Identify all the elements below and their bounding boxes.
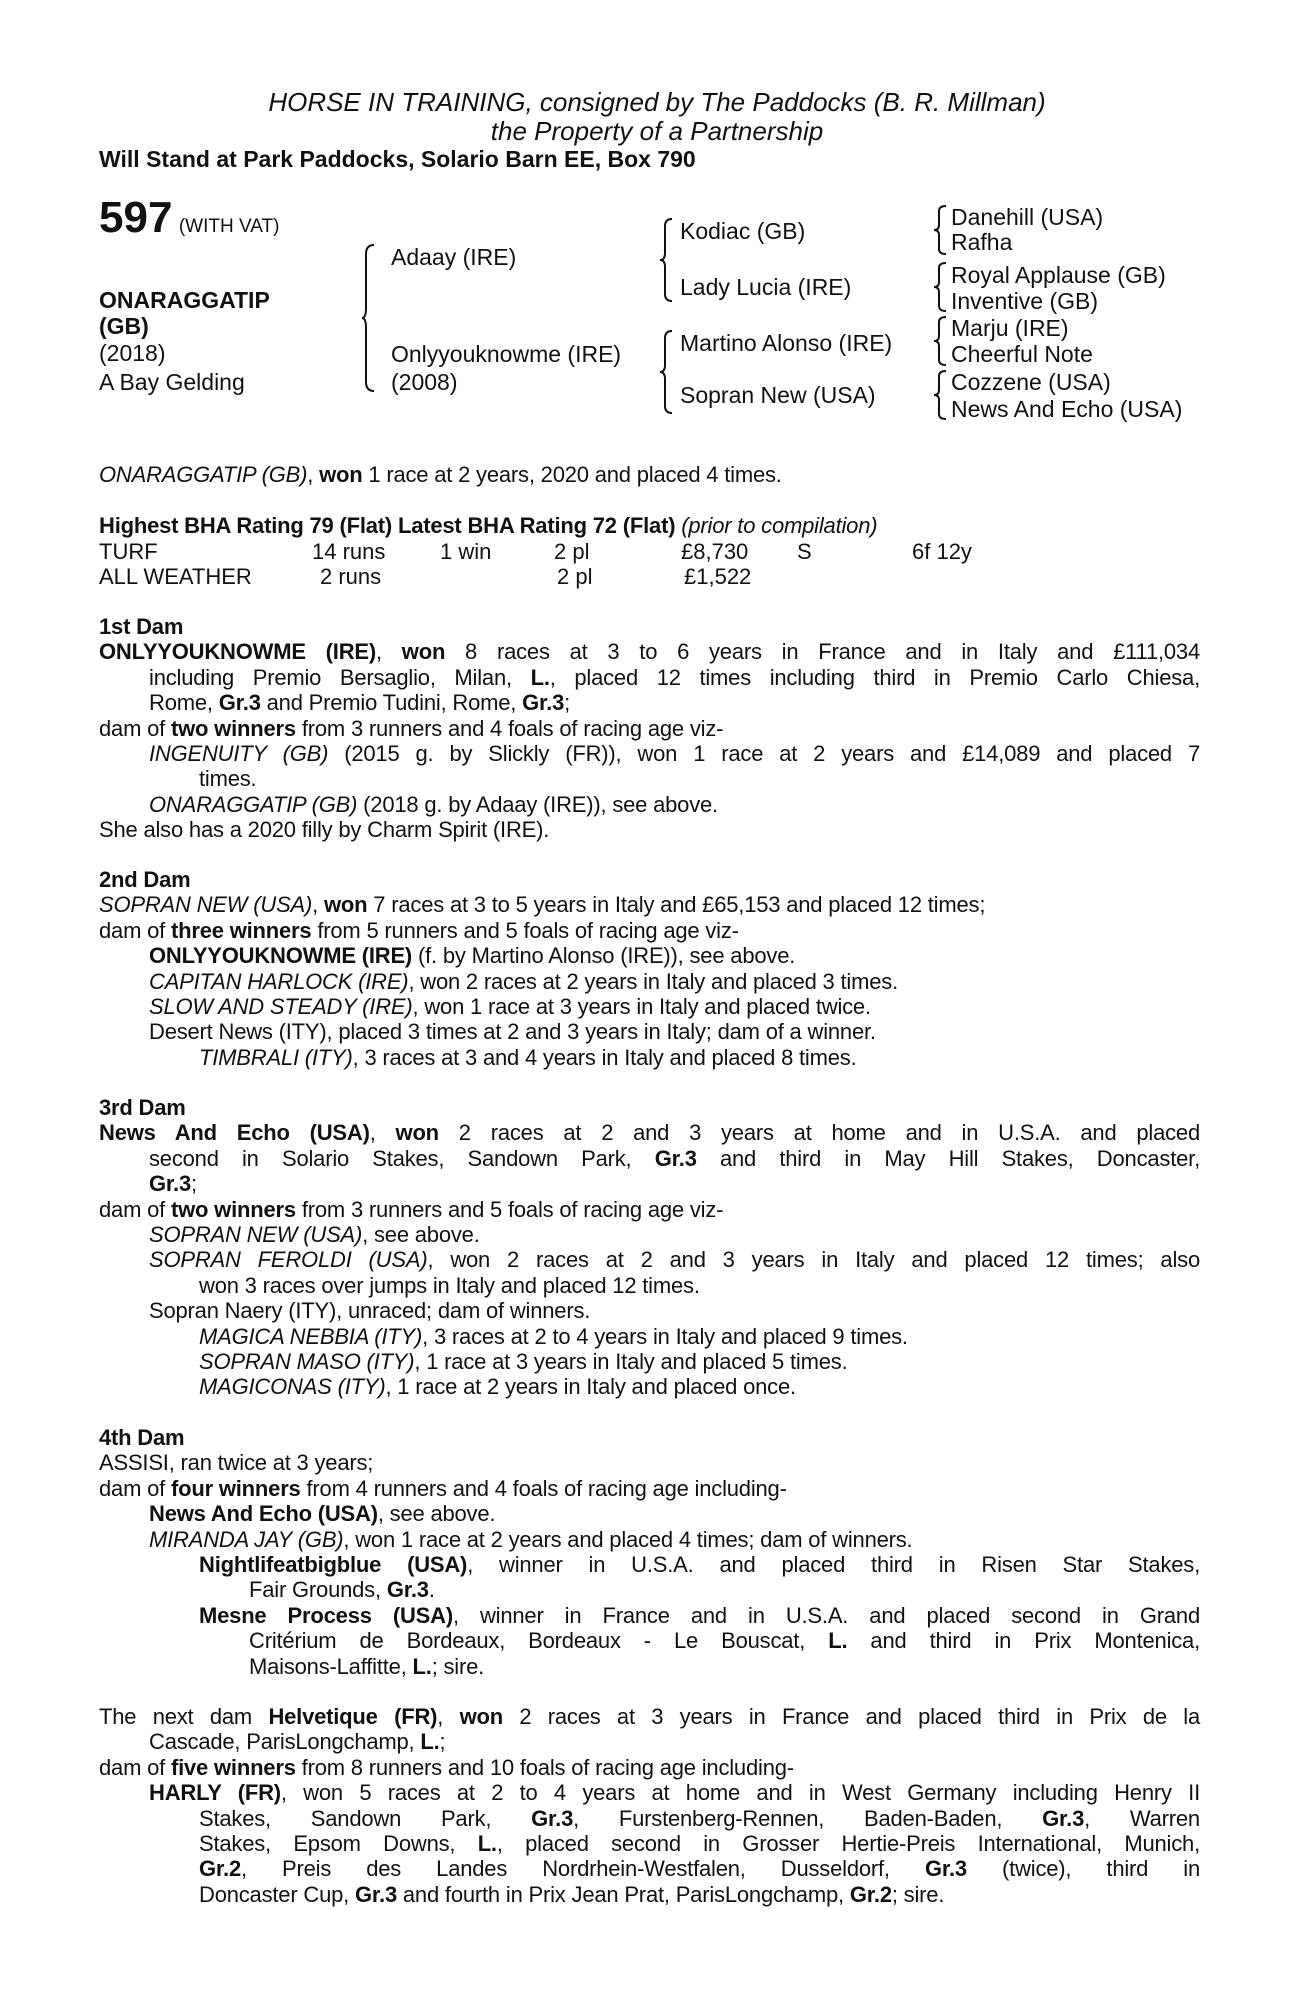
italic-text: (prior to compilation) (681, 513, 878, 538)
text-line (99, 1019, 1200, 1044)
horse-description: A Bay Gelding (99, 369, 245, 395)
pedigree-brace (934, 370, 948, 420)
bold-text: three winners (170, 917, 312, 943)
text-run: , (312, 892, 324, 918)
bold-text: Mesne Process (USA) (199, 1602, 453, 1628)
bold-text: News And Echo (USA) (99, 1120, 370, 1146)
italic-text: TIMBRALI (ITY) (199, 1044, 353, 1070)
text-run: ; (564, 690, 571, 716)
bha-rating (99, 513, 1200, 538)
bold-text: HARLY (FR) (149, 1780, 281, 1806)
italic-text: MAGICONAS (ITY) (199, 1374, 386, 1400)
text-run: , 1 race at 3 years in Italy and placed 5 times. (414, 1348, 848, 1374)
bold-text: Nightlifeatbigblue (USA) (199, 1551, 468, 1577)
italic-text: ONARAGGATIP (GB) (99, 462, 308, 487)
text-run: , (376, 639, 402, 665)
italic-text: SOPRAN FEROLDI (USA) (149, 1247, 428, 1273)
text-line (99, 1450, 1200, 1475)
text-run: , winner in France and in U.S.A. and placed second in Grand (452, 1602, 1200, 1628)
text-run: Desert News (ITY), placed 3 times at 2 and 3 years in Italy; dam of a winner. (149, 1019, 876, 1045)
text-run: Stakes, Epsom Downs, (199, 1830, 478, 1856)
text-run: Stakes, Sandown Park, (199, 1805, 532, 1831)
text-line (99, 792, 1200, 817)
text-line (99, 1045, 1200, 1070)
text-run: from 8 runners and 10 foals of racing age including- (295, 1754, 794, 1780)
text-line (99, 690, 1200, 715)
section-heading: 2nd Dam (99, 867, 191, 892)
text-run: , won 1 race at 2 years and placed 4 times; dam of winners. (343, 1526, 913, 1552)
bold-text: Helvetique (FR) (268, 1704, 438, 1729)
text-run: . (428, 1577, 435, 1603)
text-run: (2015 g. by Slickly (FR)), won 1 race at 2 years and £14,089 and placed 7 (328, 740, 1201, 766)
bold-text: won (395, 1120, 439, 1146)
text-run: , won 1 race at 3 years in Italy and placed twice. (412, 993, 871, 1019)
bold-text: won (323, 892, 368, 918)
text-run: and third in May Hill Stakes, Doncaster, (696, 1145, 1200, 1171)
bold-text: two winners (170, 715, 296, 741)
bold-text: won (319, 462, 363, 487)
text-run: dam of (99, 1196, 171, 1222)
pedigree-brace (934, 262, 948, 312)
text-line (99, 1146, 1200, 1171)
great-grandparent: Danehill (USA) (951, 204, 1104, 230)
text-run: , (307, 462, 320, 487)
text-run: , won 5 races at 2 to 4 years at home and in West Germany including Henry II (280, 1780, 1200, 1806)
bold-text: L. (477, 1830, 497, 1856)
vat-note: (WITH VAT) (178, 216, 280, 237)
text-run: times. (199, 766, 257, 792)
text-run: (f. by Martino Alonso (IRE)), see above. (412, 943, 796, 969)
text-line (99, 1222, 1200, 1247)
text-line (99, 892, 1200, 917)
text-line (99, 1298, 1200, 1323)
bold-text: five winners (170, 1754, 296, 1780)
bold-text: L. (828, 1628, 848, 1654)
text-run: Doncaster Cup, (199, 1881, 355, 1907)
text-line (99, 1247, 1200, 1272)
text-run: ; sire. (431, 1653, 485, 1679)
great-grandparent: Inventive (GB) (951, 288, 1098, 314)
horse-country: (GB) (99, 313, 149, 339)
text-run: 2 races at 2 and 3 years at home and in U.S.A. and placed (438, 1120, 1201, 1146)
text-run: , see above. (362, 1221, 480, 1247)
text-line (99, 639, 1200, 664)
text-line (99, 1654, 1200, 1679)
section-heading: 1st Dam (99, 614, 184, 639)
text-line (99, 1374, 1200, 1399)
bold-text: L. (420, 1729, 440, 1755)
text-run: , winner in U.S.A. and placed third in Risen Star Stakes, (467, 1551, 1200, 1577)
bold-text: Gr.2 (849, 1881, 892, 1907)
text-run: Rome, (149, 690, 219, 716)
cell-surface: ALL WEATHER (99, 564, 252, 590)
next-dam-section (99, 1704, 1200, 1907)
dam: Onlyyouknowme (IRE) (391, 341, 622, 367)
text-run: , 1 race at 2 years in Italy and placed once. (385, 1374, 796, 1400)
cell-going: S (797, 539, 812, 564)
text-line (99, 969, 1200, 994)
text-line (99, 1476, 1200, 1501)
text-run: (twice), third in (966, 1856, 1201, 1882)
text-run: 8 races at 3 to 6 years in France and in Italy and £111,034 (445, 639, 1201, 665)
first-dam-section (99, 614, 1200, 843)
text-line (99, 741, 1200, 766)
text-line (99, 1197, 1200, 1222)
bold-text: won (459, 1704, 503, 1729)
text-run: (2018 g. by Adaay (IRE)), see above. (357, 791, 718, 817)
text-run: dam of (99, 1754, 171, 1780)
bold-text: ONLYYOUKNOWME (IRE) (99, 639, 377, 665)
stabling-location: Will Stand at Park Paddocks, Solario Barn EE, Box 790 (99, 146, 696, 172)
text-line (99, 1273, 1200, 1298)
cell-placed: 2 pl (554, 539, 590, 564)
third-dam-section (99, 1095, 1200, 1400)
text-run: 2 races at 3 years in France and placed third in Prix de la (502, 1704, 1201, 1729)
great-grandparent: Marju (IRE) (951, 315, 1069, 341)
cell-distance: 6f 12y (912, 539, 972, 564)
foaling-year: (2018) (99, 340, 166, 366)
text-run: Sopran Naery (ITY), unraced; dam of winners. (149, 1298, 591, 1324)
bold-text: Gr.3 (354, 1881, 397, 1907)
text-line (99, 1552, 1200, 1577)
cell-surface: TURF (99, 539, 158, 564)
text-line (99, 1628, 1200, 1653)
text-run: Cascade, ParisLongchamp, (149, 1729, 421, 1755)
bold-text: four winners (170, 1475, 301, 1501)
sire: Adaay (IRE) (391, 244, 517, 270)
text-run: , won 2 races at 2 and 3 years in Italy and placed 12 times; also (427, 1247, 1200, 1273)
bold-text: Highest BHA Rating 79 (Flat) Latest BHA Rating 72 (Flat) (99, 513, 676, 538)
text-run: , (369, 1120, 396, 1146)
text-run: won 3 races over jumps in Italy and placed 12 times. (199, 1272, 700, 1298)
text-run: dam of (99, 1475, 171, 1501)
text-run: She also has a 2020 filly by Charm Spirit (IRE). (99, 817, 550, 843)
text-line (99, 817, 1200, 842)
text-line (99, 994, 1200, 1019)
second-dam-section (99, 867, 1200, 1070)
catalogue-title: HORSE IN TRAINING, consigned by The Paddocks (B. R. Millman) (268, 87, 1046, 117)
lot-number-line (99, 193, 280, 242)
catalogue-subtitle: the Property of a Partnership (490, 116, 824, 146)
dam-year: (2008) (391, 369, 458, 395)
fourth-dam-section (99, 1425, 1200, 1679)
text-line (99, 1577, 1200, 1602)
text-run: , placed 12 times including third in Premio Carlo Chiesa, (549, 664, 1200, 690)
sire-sire: Kodiac (GB) (680, 218, 806, 244)
text-run: dam of (99, 917, 171, 943)
bold-text: L. (530, 664, 550, 690)
italic-text: CAPITAN HARLOCK (IRE) (149, 968, 409, 994)
cell-runs: 14 runs (312, 539, 386, 564)
sire-dam: Lady Lucia (IRE) (680, 274, 852, 300)
text-line (99, 1882, 1200, 1907)
bold-text: News And Echo (USA) (149, 1501, 378, 1527)
text-run: 7 races at 3 to 5 years in Italy and £65,153 and placed 12 times; (367, 892, 986, 918)
text-run: ; sire. (891, 1881, 945, 1907)
text-run: from 4 runners and 4 foals of racing age including- (300, 1475, 787, 1501)
dam-dam: Sopran New (USA) (680, 382, 876, 408)
text-run: , see above. (377, 1501, 496, 1527)
race-summary (99, 462, 1200, 487)
pedigree-brace (934, 205, 948, 255)
pedigree-brace (660, 330, 674, 414)
bold-text: Gr.3 (522, 690, 565, 716)
section-heading: 4th Dam (99, 1425, 185, 1450)
great-grandparent: Cozzene (USA) (951, 369, 1111, 395)
italic-text: ONARAGGATIP (GB) (149, 791, 358, 817)
section-heading: 3rd Dam (99, 1095, 186, 1120)
bold-text: L. (412, 1653, 432, 1679)
dam-sire: Martino Alonso (IRE) (680, 330, 893, 356)
text-run: , Furstenberg-Rennen, Baden-Baden, (573, 1805, 1043, 1831)
text-line (99, 1831, 1200, 1856)
horse-name: ONARAGGATIP (99, 287, 270, 313)
bold-text: Gr.3 (924, 1856, 967, 1882)
cell-prize: £1,522 (684, 564, 752, 590)
great-grandparent: Cheerful Note (951, 341, 1093, 367)
text-run: ASSISI, ran twice at 3 years; (99, 1450, 374, 1476)
text-line (99, 943, 1200, 968)
text-line (99, 1171, 1200, 1196)
text-run: from 3 runners and 5 foals of racing age viz- (295, 1196, 724, 1222)
text-run: Maisons-Laffitte, (249, 1653, 413, 1679)
cell-prize: £8,730 (681, 539, 749, 564)
cell-wins: 1 win (440, 539, 492, 564)
text-run: ; (439, 1729, 446, 1755)
text-run: The next dam (99, 1704, 269, 1729)
text-run: dam of (99, 715, 171, 741)
pedigree-brace (660, 218, 674, 302)
bold-text: Gr.3 (386, 1577, 429, 1603)
text-run: from 5 runners and 5 foals of racing age viz- (311, 917, 739, 943)
bold-text: Gr.3 (531, 1805, 574, 1831)
text-run: , Preis des Landes Nordrhein-Westfalen, Dusseldorf, (241, 1856, 925, 1882)
text-run: Critérium de Bordeaux, Bordeaux - Le Bouscat, (249, 1628, 829, 1654)
italic-text: INGENUITY (GB) (149, 740, 329, 766)
pedigree-brace (934, 316, 948, 366)
text-run: including Premio Bersaglio, Milan, (149, 664, 531, 690)
great-grandparent: Royal Applause (GB) (951, 262, 1166, 288)
bold-text: Gr.3 (149, 1171, 192, 1197)
text-line (99, 1120, 1200, 1145)
text-line (99, 1527, 1200, 1552)
great-grandparent: Rafha (951, 229, 1013, 255)
text-line (99, 1349, 1200, 1374)
text-line (99, 1501, 1200, 1526)
text-line (99, 1755, 1200, 1780)
italic-text: SOPRAN NEW (USA) (149, 1221, 363, 1247)
text-run: 1 race at 2 years, 2020 and placed 4 times. (362, 462, 782, 487)
text-line (99, 1729, 1200, 1754)
text-line (99, 1603, 1200, 1628)
cell-placed: 2 pl (557, 564, 593, 590)
text-run: , won 2 races at 2 years in Italy and placed 3 times. (408, 968, 898, 994)
great-grandparent: News And Echo (USA) (951, 396, 1183, 422)
bold-text: ONLYYOUKNOWME (IRE) (149, 943, 413, 969)
text-line (99, 716, 1200, 741)
text-run: Fair Grounds, (249, 1577, 387, 1603)
text-line (99, 766, 1200, 791)
text-run: second in Solario Stakes, Sandown Park, (149, 1145, 655, 1171)
text-line (99, 918, 1200, 943)
italic-text: MIRANDA JAY (GB) (149, 1526, 344, 1552)
rating-heading (99, 513, 1200, 538)
italic-text: SOPRAN NEW (USA) (99, 892, 313, 918)
bold-text: won (401, 639, 446, 665)
text-line (99, 462, 1200, 487)
text-run: and third in Prix Montenica, (847, 1628, 1200, 1654)
bold-text: two winners (170, 1196, 296, 1222)
italic-text: SOPRAN MASO (ITY) (199, 1348, 415, 1374)
text-run: and fourth in Prix Jean Prat, ParisLongchamp, (396, 1881, 850, 1907)
text-run: , placed second in Grosser Hertie-Preis International, Munich, (496, 1830, 1200, 1856)
pedigree-brace (362, 244, 376, 392)
text-run: ; (191, 1171, 197, 1197)
text-line (99, 1806, 1200, 1831)
text-line (99, 1324, 1200, 1349)
text-run: , (437, 1704, 460, 1729)
text-run: , 3 races at 2 to 4 years in Italy and placed 9 times. (422, 1323, 908, 1349)
italic-text: MAGICA NEBBIA (ITY) (199, 1323, 423, 1349)
lot-number: 597 (99, 193, 173, 242)
italic-text: SLOW AND STEADY (IRE) (149, 993, 413, 1019)
bold-text: Gr.3 (218, 690, 261, 716)
bold-text: Gr.3 (1042, 1805, 1085, 1831)
bold-text: Gr.3 (654, 1145, 697, 1171)
text-line (99, 1856, 1200, 1881)
text-line (99, 1780, 1200, 1805)
bold-text: Gr.2 (199, 1856, 242, 1882)
cell-runs: 2 runs (320, 564, 382, 590)
text-run: from 3 runners and 4 foals of racing age viz- (295, 715, 724, 741)
text-line (99, 1704, 1200, 1729)
text-line (99, 665, 1200, 690)
text-run: , 3 races at 3 and 4 years in Italy and placed 8 times. (352, 1044, 857, 1070)
text-run: and Premio Tudini, Rome, (260, 690, 523, 716)
text-run: , Warren (1084, 1805, 1200, 1831)
